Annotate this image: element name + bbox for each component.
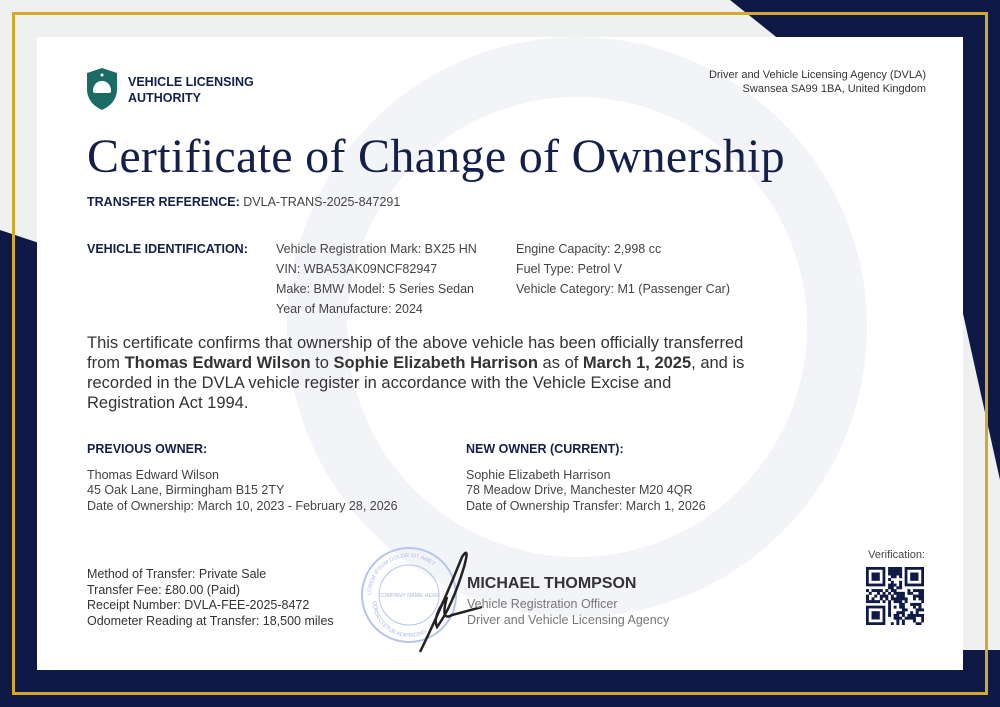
odometer-reading: Odometer Reading at Transfer: 18,500 miles xyxy=(87,613,334,628)
qr-module xyxy=(888,567,891,570)
qr-module xyxy=(891,567,894,570)
qr-module xyxy=(910,611,913,614)
qr-module xyxy=(883,595,886,598)
fuel-type: Fuel Type: Petrol V xyxy=(516,262,623,276)
qr-module xyxy=(891,595,894,598)
qr-module xyxy=(894,589,897,592)
logo-line: VEHICLE LICENSING xyxy=(128,75,254,89)
reference-value: DVLA-TRANS-2025-847291 xyxy=(243,195,401,209)
page-title: Certificate of Change of Ownership xyxy=(87,130,785,183)
logo-text xyxy=(128,74,254,106)
qr-module xyxy=(888,586,891,589)
agency-name: Driver and Vehicle Licensing Agency (DVLA) xyxy=(708,69,926,81)
qr-module xyxy=(874,595,877,598)
qr-module xyxy=(913,589,916,592)
qr-finder xyxy=(872,573,880,581)
owner-address: 78 Meadow Drive, Manchester M20 4QR xyxy=(466,483,693,497)
qr-module xyxy=(888,614,891,617)
owner-name: Thomas Edward Wilson xyxy=(87,467,219,482)
qr-module xyxy=(921,600,924,603)
qr-module xyxy=(916,589,919,592)
qr-module xyxy=(918,595,921,598)
qr-finder xyxy=(872,611,880,619)
qr-module xyxy=(899,606,902,609)
qr-module xyxy=(872,589,875,592)
qr-module xyxy=(913,619,916,622)
reference-label: TRANSFER REFERENCE: xyxy=(87,195,240,209)
qr-module xyxy=(905,597,908,600)
qr-module xyxy=(894,573,897,576)
qr-module xyxy=(916,595,919,598)
qr-module xyxy=(894,606,897,609)
qr-module xyxy=(921,619,924,622)
vin: VIN: WBA53AK09NCF82947 xyxy=(276,262,438,276)
receipt-number: Receipt Number: DVLA-FEE-2025-8472 xyxy=(87,598,310,612)
qr-module xyxy=(899,617,902,620)
new-owner-label: NEW OWNER (CURRENT): xyxy=(466,442,624,456)
qr-module xyxy=(866,600,869,603)
vehicle-id-label: VEHICLE IDENTIFICATION: xyxy=(87,242,248,256)
qr-module xyxy=(918,608,921,611)
qr-module xyxy=(918,614,921,617)
qr-module xyxy=(891,622,894,625)
qr-module xyxy=(910,617,913,620)
qr-module xyxy=(921,589,924,592)
qr-module xyxy=(891,575,894,578)
qr-module xyxy=(896,619,899,622)
engine-capacity: Engine Capacity: 2,998 cc xyxy=(516,242,662,256)
qr-module xyxy=(874,600,877,603)
qr-module xyxy=(894,592,897,595)
qr-module xyxy=(899,592,902,595)
qr-module xyxy=(896,611,899,614)
qr-module xyxy=(896,614,899,617)
qr-module xyxy=(891,597,894,600)
qr-module xyxy=(894,570,897,573)
owner-address: 45 Oak Lane, Birmingham B15 2TY xyxy=(87,483,285,497)
qr-module xyxy=(913,614,916,617)
qr-module xyxy=(921,595,924,598)
qr-module xyxy=(902,595,905,598)
qr-module xyxy=(913,603,916,606)
qr-module xyxy=(885,597,888,600)
qr-module xyxy=(888,611,891,614)
qr-code-icon[interactable] xyxy=(866,567,924,625)
qr-module xyxy=(869,600,872,603)
qr-module xyxy=(888,608,891,611)
qr-module xyxy=(894,600,897,603)
qr-module xyxy=(913,617,916,620)
qr-module xyxy=(888,584,891,587)
qr-module xyxy=(921,597,924,600)
text: as of xyxy=(537,354,583,372)
signatory-details xyxy=(467,597,669,628)
qr-module xyxy=(899,597,902,600)
qr-module xyxy=(902,592,905,595)
stamp-ring-text: CONSECTETUR ADIPISCING xyxy=(370,600,428,640)
qr-module xyxy=(916,622,919,625)
qr-module xyxy=(888,578,891,581)
qr-module xyxy=(896,600,899,603)
qr-module xyxy=(899,586,902,589)
qr-module xyxy=(896,586,899,589)
shield-logo-icon xyxy=(85,67,119,111)
qr-module xyxy=(899,575,902,578)
qr-module xyxy=(899,573,902,576)
qr-module xyxy=(918,597,921,600)
make-model: Make: BMW Model: 5 Series Sedan xyxy=(276,282,474,296)
qr-module xyxy=(899,603,902,606)
transfer-fee: Transfer Fee: £80.00 (Paid) xyxy=(87,582,241,597)
qr-module xyxy=(899,570,902,573)
certificate-card xyxy=(37,37,963,670)
qr-module xyxy=(910,614,913,617)
qr-module xyxy=(910,603,913,606)
qr-module xyxy=(885,595,888,598)
vehicle-details-col1 xyxy=(276,239,477,319)
qr-module xyxy=(877,589,880,592)
qr-module xyxy=(902,622,905,625)
qr-module xyxy=(899,600,902,603)
vehicle-details-col2 xyxy=(516,239,730,299)
qr-module xyxy=(891,573,894,576)
qr-module xyxy=(877,600,880,603)
previous-owner-label: PREVIOUS OWNER: xyxy=(87,442,208,456)
qr-module xyxy=(921,608,924,611)
qr-module xyxy=(894,584,897,587)
owner-dates: Date of Ownership Transfer: March 1, 2026 xyxy=(466,498,706,513)
stamp-ring-text: LOREM IPSUM DOLOR SIT AMET xyxy=(366,552,437,596)
signatory-org: Driver and Vehicle Licensing Agency xyxy=(467,612,670,627)
qr-module xyxy=(913,606,916,609)
qr-module xyxy=(918,603,921,606)
qr-module xyxy=(885,589,888,592)
transfer-reference xyxy=(87,195,400,209)
qr-module xyxy=(918,606,921,609)
transfer-details xyxy=(87,567,334,629)
qr-module xyxy=(880,589,883,592)
qr-module xyxy=(899,611,902,614)
qr-module xyxy=(888,592,891,595)
qr-module xyxy=(877,592,880,595)
qr-module xyxy=(874,589,877,592)
qr-module xyxy=(896,592,899,595)
qr-module xyxy=(902,619,905,622)
qr-module xyxy=(894,567,897,570)
signatory-name: MICHAEL THOMPSON xyxy=(467,575,637,592)
qr-module xyxy=(918,589,921,592)
year: Year of Manufacture: 2024 xyxy=(276,302,423,316)
qr-module xyxy=(894,617,897,620)
qr-module xyxy=(866,595,869,598)
qr-module xyxy=(902,614,905,617)
qr-module xyxy=(913,595,916,598)
qr-module xyxy=(899,581,902,584)
qr-module xyxy=(896,573,899,576)
text: This certificate confirms that ownership of the above vehicle has been officially transferred from xyxy=(87,334,744,372)
agency-address xyxy=(709,68,926,96)
qr-module xyxy=(894,614,897,617)
qr-module xyxy=(896,622,899,625)
registration-mark: Vehicle Registration Mark: BX25 HN xyxy=(276,242,477,256)
verification-label: Verification: xyxy=(868,549,925,561)
transfer-method: Method of Transfer: Private Sale xyxy=(87,567,267,581)
qr-module xyxy=(891,589,894,592)
qr-module xyxy=(913,597,916,600)
from-owner: Thomas Edward Wilson xyxy=(124,354,311,372)
qr-module xyxy=(880,595,883,598)
qr-module xyxy=(910,592,913,595)
qr-module xyxy=(921,617,924,620)
qr-module xyxy=(896,595,899,598)
qr-module xyxy=(918,592,921,595)
qr-module xyxy=(902,611,905,614)
qr-module xyxy=(899,595,902,598)
logo-line: AUTHORITY xyxy=(128,91,201,105)
qr-module xyxy=(907,617,910,620)
stamp-center-text: COMPANY NAME HERE xyxy=(378,593,440,599)
qr-module xyxy=(896,597,899,600)
qr-module xyxy=(896,567,899,570)
qr-module xyxy=(869,592,872,595)
transfer-date: March 1, 2025 xyxy=(582,354,692,372)
qr-module xyxy=(894,575,897,578)
qr-module xyxy=(880,597,883,600)
qr-module xyxy=(896,617,899,620)
qr-module xyxy=(916,603,919,606)
qr-module xyxy=(902,597,905,600)
vehicle-category: Vehicle Category: M1 (Passenger Car) xyxy=(516,282,730,296)
agency-location: Swansea SA99 1BA, United Kingdom xyxy=(742,83,926,95)
qr-finder xyxy=(910,573,918,581)
qr-module xyxy=(891,581,894,584)
qr-module xyxy=(907,592,910,595)
qr-module xyxy=(891,570,894,573)
qr-module xyxy=(883,600,886,603)
qr-module xyxy=(905,600,908,603)
owner-name: Sophie Elizabeth Harrison xyxy=(466,467,611,482)
new-owner xyxy=(466,442,706,514)
qr-module xyxy=(891,584,894,587)
qr-module xyxy=(902,608,905,611)
qr-module xyxy=(907,614,910,617)
qr-module xyxy=(872,600,875,603)
qr-module xyxy=(902,603,905,606)
text: to xyxy=(310,354,334,372)
to-owner: Sophie Elizabeth Harrison xyxy=(333,354,538,372)
qr-module xyxy=(883,592,886,595)
qr-module xyxy=(902,606,905,609)
qr-module xyxy=(921,592,924,595)
certificate-statement xyxy=(87,333,747,413)
qr-module xyxy=(916,608,919,611)
qr-module xyxy=(899,567,902,570)
qr-module xyxy=(921,614,924,617)
qr-module xyxy=(916,614,919,617)
qr-module xyxy=(899,584,902,587)
owner-dates: Date of Ownership: March 10, 2023 - February 28, 2026 xyxy=(87,498,398,513)
qr-module xyxy=(916,611,919,614)
text: , and is recorded in the DVLA vehicle register in accordance with the Vehicle Excise and Registration Act 1994. xyxy=(87,354,745,412)
qr-module xyxy=(872,597,875,600)
qr-module xyxy=(888,600,891,603)
qr-module xyxy=(888,603,891,606)
qr-module xyxy=(888,570,891,573)
qr-module xyxy=(896,570,899,573)
qr-module xyxy=(905,617,908,620)
qr-module xyxy=(888,573,891,576)
qr-module xyxy=(866,589,869,592)
qr-module xyxy=(918,622,921,625)
qr-module xyxy=(866,597,869,600)
qr-module xyxy=(907,589,910,592)
qr-module xyxy=(905,608,908,611)
previous-owner xyxy=(87,442,398,514)
qr-module xyxy=(894,597,897,600)
qr-module xyxy=(888,606,891,609)
signatory-role: Vehicle Registration Officer xyxy=(467,597,618,611)
qr-module xyxy=(891,586,894,589)
